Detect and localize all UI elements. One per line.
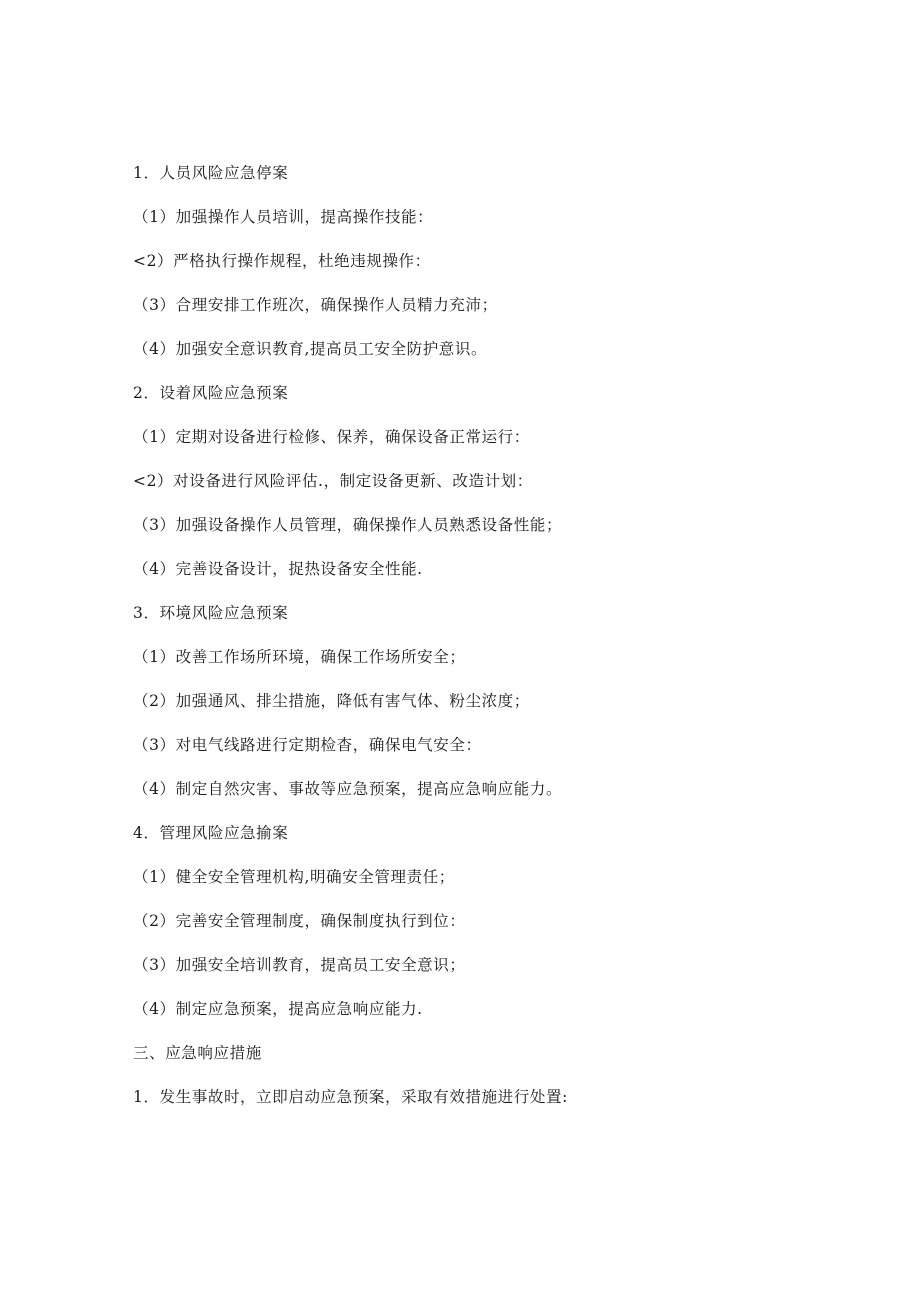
list-item: （2）完善安全管理制度，确保制度执行到位： [133, 912, 466, 930]
list-item: （1）健全安全管理机构,明确安全管理责任； [133, 868, 455, 886]
section-heading-environment-risk: 3．环境风险应急预案 [133, 604, 289, 622]
list-item: 1．发生事故时，立即启动应急预案，采取有效措施进行处置: [133, 1088, 568, 1106]
list-item: （3）对电气线路进行定期检杳，确保电气安全： [133, 736, 482, 754]
list-item: （4）完善设备设计，捉热设备安全性能. [133, 560, 423, 578]
list-item: （1）加强操作人员培训，提高操作技能： [133, 208, 434, 226]
list-item: （3）加强设备操作人员管理，确保操作人员熟悉设备性能； [133, 516, 563, 534]
list-item: <2）对设备进行风险评估.，制定设备更新、改造计划： [133, 472, 533, 490]
section-heading-equipment-risk: 2．设着风险应急预案 [133, 384, 289, 402]
section-heading-emergency-response: 三、应急响应措施 [133, 1044, 262, 1062]
list-item: （3）合理安排工作班次，确保操作人员精力充沛； [133, 296, 498, 314]
section-heading-management-risk: 4．管理风险应急揄案 [133, 824, 289, 842]
list-item: （2）加强通风、排尘措施，降低有害气体、粉尘浓度； [133, 692, 530, 710]
section-heading-personnel-risk: 1．人员风险应急停案 [133, 164, 289, 182]
list-item: （3）加强安全培训教育，提高员工安全意识； [133, 956, 466, 974]
list-item: （4）加强安全意识教育,提高员工安全防护意识。 [133, 340, 488, 358]
list-item: （1）定期对设备进行检修、保养，确保设备正常运行： [133, 428, 530, 446]
list-item: （4）制定自然灾害、事故等应急预案，提高应急响应能力。 [133, 780, 563, 798]
list-item: <2）严格执行操作规程，杜绝违规操作： [133, 252, 431, 270]
list-item: （4）制定应急预案，提高应急响应能力. [133, 1000, 423, 1018]
list-item: （1）改善工作场所环境，确保工作场所安全； [133, 648, 466, 666]
